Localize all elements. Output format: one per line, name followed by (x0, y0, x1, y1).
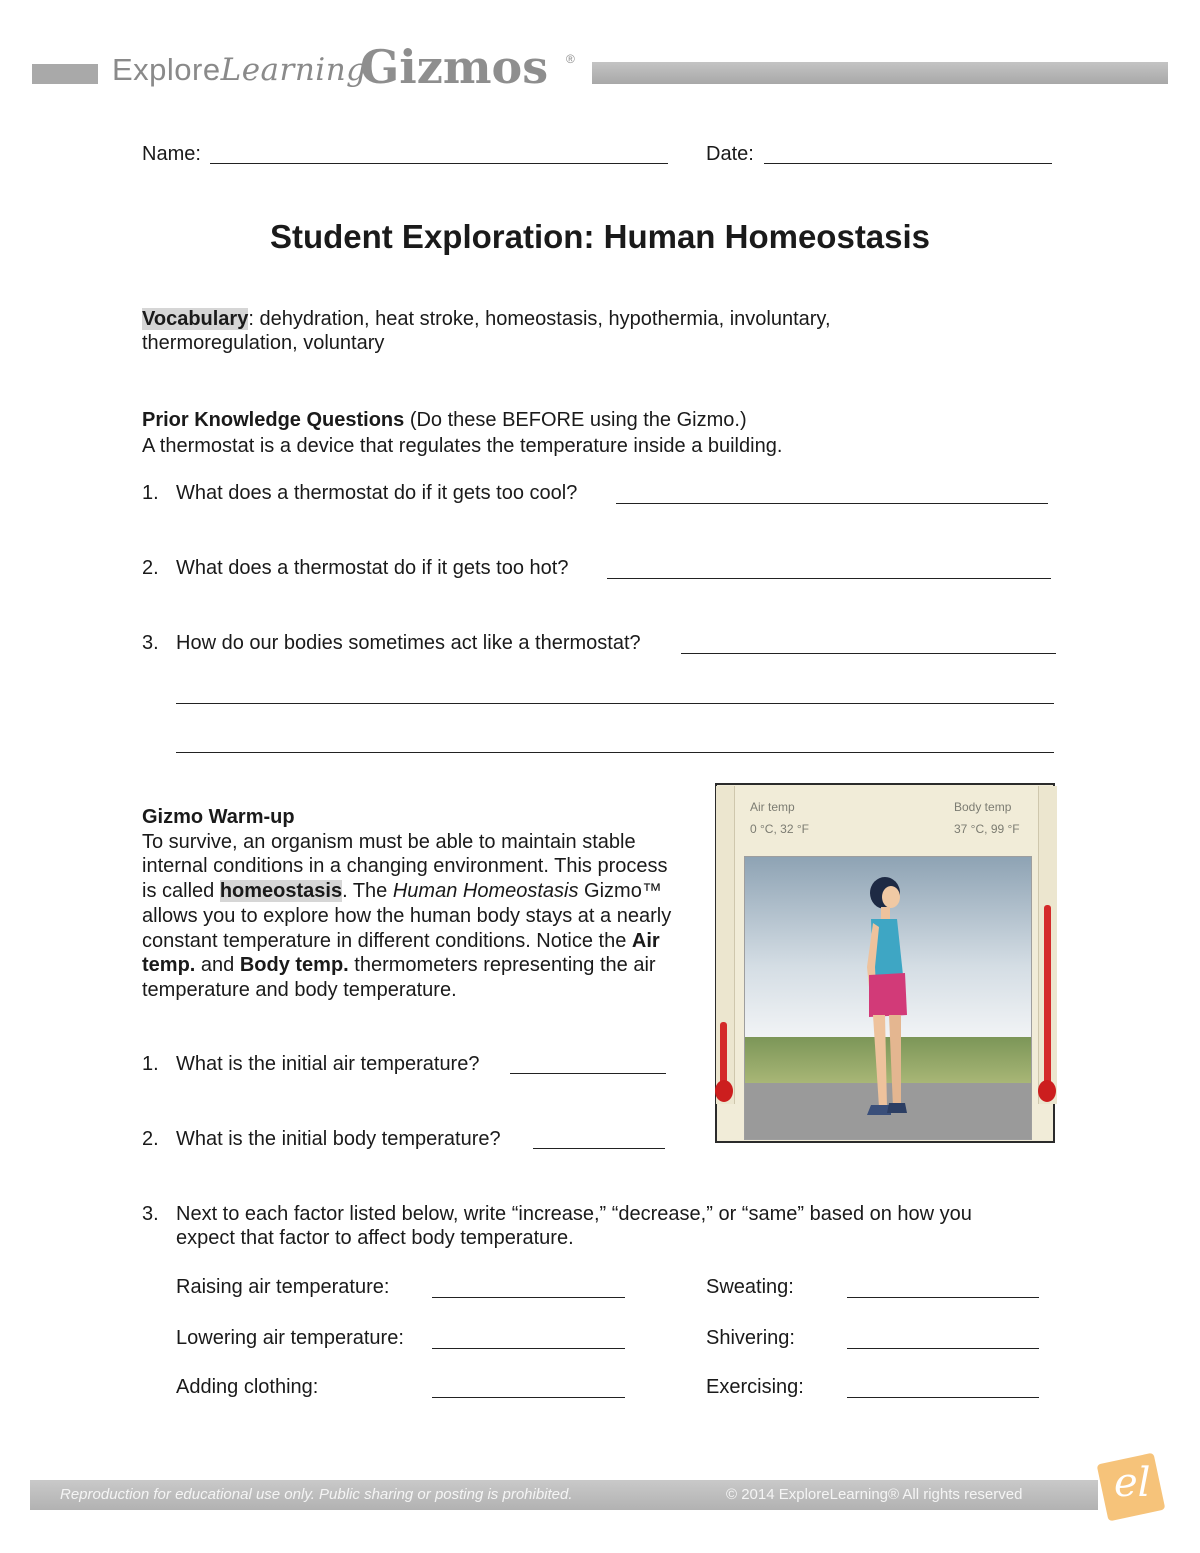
homeostasis-term: homeostasis (219, 880, 343, 903)
logo-text: el (1114, 1460, 1151, 1506)
answer-line[interactable] (616, 503, 1048, 504)
answer-line[interactable] (533, 1148, 665, 1149)
factor-label: Raising air temperature: (176, 1276, 390, 1298)
brand-registered-mark: ® (566, 52, 575, 66)
prior-knowledge-heading: Prior Knowledge Questions (142, 409, 405, 431)
factor-label: Lowering air temperature: (176, 1327, 404, 1349)
prior-knowledge: Prior Knowledge Questions (Do these BEFORE using the Gizmo.) A thermostat is a device that regulates the temperature inside a building. (142, 409, 783, 457)
date-field[interactable] (764, 163, 1052, 164)
warmup-heading: Gizmo Warm-up (142, 806, 295, 828)
footer-copyright: © 2014 ExploreLearning® All rights reserved (726, 1486, 1023, 1503)
body-temp-value: 37 °C, 99 °F (954, 822, 1020, 836)
header-bar-left (32, 64, 98, 84)
name-field[interactable] (210, 163, 668, 164)
prior-knowledge-intro: A thermostat is a device that regulates the temperature inside a building. (142, 435, 783, 457)
air-thermometer-bulb (715, 1080, 733, 1102)
body-thermometer-fill (1044, 905, 1051, 1090)
footer-notice: Reproduction for educational use only. Public sharing or posting is prohibited. (60, 1486, 573, 1503)
page-title: Student Exploration: Human Homeostasis (269, 218, 931, 255)
answer-line[interactable] (176, 752, 1054, 753)
vocabulary-label: Vocabulary (142, 308, 249, 330)
factor-answer-line[interactable] (847, 1297, 1039, 1298)
answer-line[interactable] (681, 653, 1056, 654)
factor-answer-line[interactable] (432, 1397, 625, 1398)
answer-line[interactable] (510, 1073, 666, 1074)
gizmo-scene (744, 856, 1032, 1140)
air-temp-label: Air temp (750, 800, 795, 814)
answer-line[interactable] (607, 578, 1051, 579)
factor-label: Adding clothing: (176, 1376, 319, 1398)
brand-gizmos: Gizmos (360, 40, 549, 94)
answer-line[interactable] (176, 703, 1054, 704)
date-label: Date: (706, 143, 754, 165)
vocabulary: Vocabulary: dehydration, heat stroke, homeostasis, hypothermia, involuntary, thermoregulation, voluntary (142, 308, 831, 354)
factor-answer-line[interactable] (432, 1348, 625, 1349)
factor-answer-line[interactable] (847, 1397, 1039, 1398)
person-figure (745, 857, 1031, 1139)
air-temp-value: 0 °C, 32 °F (750, 822, 809, 836)
body-thermometer-bulb (1038, 1080, 1056, 1102)
brand-explorelearning: ExploreLearning (112, 52, 367, 88)
factor-label: Shivering: (706, 1327, 795, 1349)
factor-answer-line[interactable] (432, 1297, 625, 1298)
warmup-text: Gizmo Warm-up To survive, an organism must be able to maintain stable internal conditions in a changing environment. This process is called homeostasis. The Human Homeostasis Gizmo™ allows you to explore how the human body stays at a nearly constant temperature in different conditions. Notice the Air temp. and Body temp. thermometers representing the air temperature and body temperature. (142, 805, 682, 1003)
header-bar-right (592, 62, 1168, 84)
body-temp-label: Body temp (954, 800, 1012, 814)
name-label: Name: (142, 143, 201, 165)
factor-label: Sweating: (706, 1276, 794, 1298)
factor-label: Exercising: (706, 1376, 804, 1398)
factor-answer-line[interactable] (847, 1348, 1039, 1349)
